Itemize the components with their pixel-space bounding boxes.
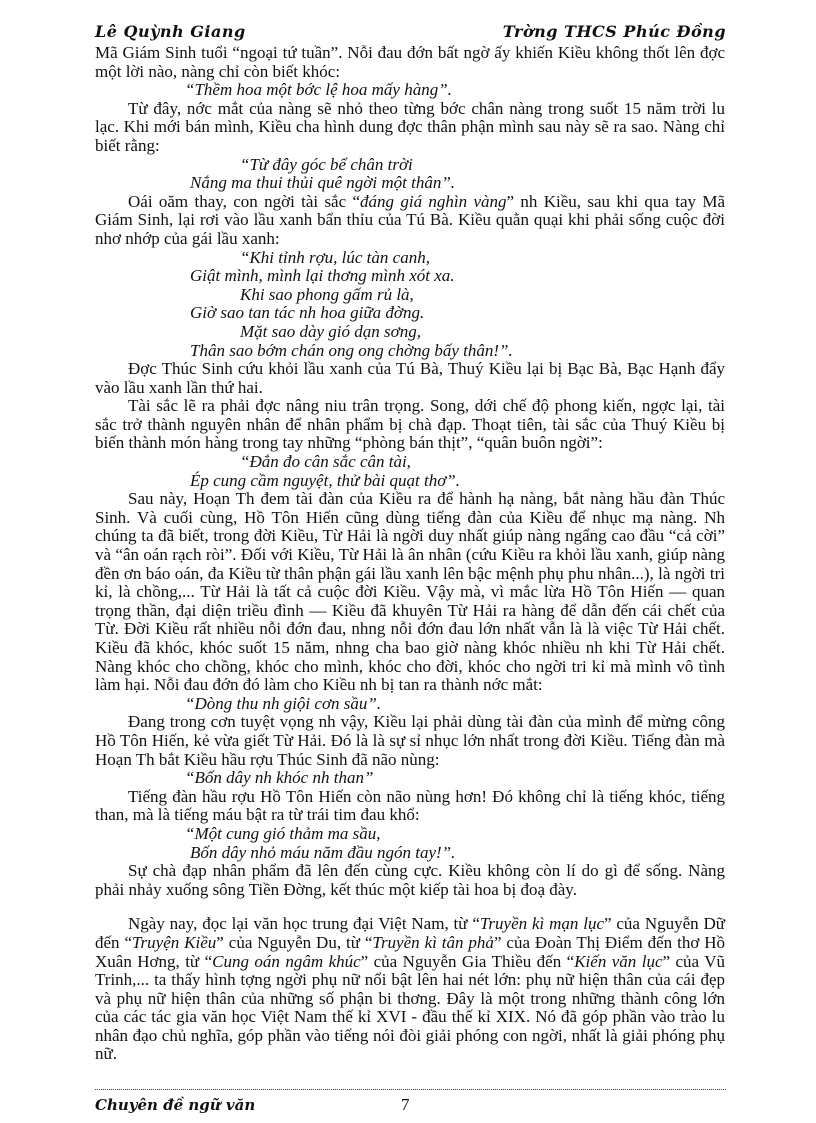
paragraph: Sau này, Hoạn Th đem tài đàn của Kiều ra để hành hạ nàng, bắt nàng hầu đàn Thúc Sinh. Và cuối cùng, Hồ Tôn Hiến cũng dùng tiếng đàn của Kiều để nhục mạ nàng. Nh chúng ta đã biết, trong đời Kiều, Từ Hải là ngời duy nhất giúp nàng ngẩng cao đầu “cả cời” và “ân oán rạch ròi”. Đối với Kiều, Từ Hải là ân nhân (cứu Kiều ra khỏi lầu xanh, giúp nàng đền ơn báo oán, đa Kiều từ thân phận gái lầu xanh lên bậc mệnh phụ phu nhân...), là ngời tri kỉ, là chồng,... Từ Hải là tất cả cuộc đời Kiều. Vậy mà, vì mắc lừa Hồ Tôn Hiến — quan trọng thần, đại diện triều đình — Kiều đã khuyên Từ Hải ra hàng để dẫn đến cái chết của Từ. Đời Kiều rất nhiều nỗi đớn đau, nhng nỗi đớn đau lớn nhất vẫn là là việc Từ Hải chết. Kiều đã khóc, khóc suốt 15 năm, nhng cha bao giờ nàng khóc nhiều nh khi Từ Hải chết. Nàng khóc cho chồng, khóc cho mình, khóc cho đời, khóc cho ngời tri kỉ mà mình vô tình làm hại. Nỗi đau đớn đó làm cho Kiều nh bị tan ra thành nớc mắt: xyxy=(95,489,725,695)
verse-quote: “Đắn đo cân sắc cân tài, xyxy=(240,452,411,472)
header-school: Trờng THCS Phúc Đồng xyxy=(502,22,726,41)
paragraph: Đang trong cơn tuyệt vọng nh vậy, Kiều lại phải dùng tài đàn của mình để mừng công Hồ Tôn Hiến, kẻ vừa giết Từ Hải. Đó là là sự sỉ nhục lớn nhất trong đời Kiều. Tiếng đàn mà Hoạn Th bắt Kiều hầu rợu Thúc Sinh đã não nùng: xyxy=(95,712,725,769)
text-run: ” nh Kiều, sau khi qua tay Mã Giám Sinh, lại rơi vào lầu xanh bẩn thỉu của Tú Bà. Kiều quằn quại khi phải sống cuộc đời nhơ nhớp của gái lầu xanh: xyxy=(95,191,726,248)
text-run: Oái oăm thay, con ngời tài sắc “ xyxy=(128,191,361,211)
paragraph xyxy=(95,193,725,249)
document-body xyxy=(95,44,725,1064)
verse-quote: Khi sao phong gấm rủ là, xyxy=(240,284,414,304)
verse-quote: “Bốn dây nh khóc nh than” xyxy=(185,768,374,788)
verse-quote: Thân sao bớm chán ong ong chờng bấy thân!”. xyxy=(190,340,513,360)
verse-quote: “Thềm hoa một bớc lệ hoa mấy hàng”. xyxy=(185,80,452,100)
verse-quote: Bốn dây nhỏ máu năm đầu ngón tay!”. xyxy=(190,842,456,862)
paragraph: Mã Giám Sinh tuổi “ngoại tứ tuần”. Nỗi đau đớn bất ngờ ấy khiến Kiều không thốt lên đợc một lời nào, nàng chỉ còn biết khóc: xyxy=(95,43,725,81)
page-number: 7 xyxy=(401,1095,410,1114)
verse-quote: Giật mình, mình lại thơng mình xót xa. xyxy=(190,266,455,286)
text-run: ” của Đoàn Thị Điểm đến thơ Hồ Xuân Hơng, từ “ xyxy=(95,932,726,971)
text-run: ” của Nguyễn Dữ đến “ xyxy=(95,914,725,952)
verse-quote: “Từ đây góc bể chân trời xyxy=(240,154,413,174)
text-run: Ngày nay, đọc lại văn học trung đại Việt Nam, từ “ xyxy=(128,914,480,934)
verse-quote: “Một cung gió thảm ma sầu, xyxy=(185,823,381,843)
footer-title: Chuyên đề ngữ văn xyxy=(95,1096,256,1114)
paragraph: Đợc Thúc Sinh cứu khỏi lầu xanh của Tú Bà, Thuý Kiều lại bị Bạc Bà, Bạc Hạnh đẩy vào lầu xanh lần thứ hai. xyxy=(95,359,725,397)
paragraph: Tiếng đàn hầu rợu Hồ Tôn Hiến còn não nùng hơn! Đó không chỉ là tiếng khóc, tiếng than, mà là tiếng máu bật ra từ trái tim đau khổ: xyxy=(95,786,725,825)
verse-quote: “Dòng thu nh giội cơn sầu”. xyxy=(185,693,382,713)
verse-quote: Ép cung cầm nguyệt, thử bài quạt thơ”. xyxy=(190,470,461,490)
verse-quote: Mặt sao dày gió dạn sơng, xyxy=(240,321,421,341)
paragraph: Sự chà đạp nhân phẩm đã lên đến cùng cực. Kiều không còn lí do gì để sống. Nàng phải nhảy xuống sông Tiền Đờng, kết thúc một kiếp tài hoa bị đoạ đày. xyxy=(95,861,725,899)
paragraph: Từ đây, nớc mắt của nàng sẽ nhỏ theo từng bớc chân nàng trong suốt 15 năm trời lu lạc. Khi mới bán mình, Kiều cha hình dung đợc thân phận mình sau này sẽ ra sao. Nàng chỉ biết rằng: xyxy=(95,98,725,155)
verse-quote: “Khi tỉnh rợu, lúc tàn canh, xyxy=(240,247,430,267)
work-title: Truyện Kiều xyxy=(132,932,217,952)
header-author: Lê Quỳnh Giang xyxy=(95,22,246,41)
work-title: Truyền kì tân phả xyxy=(372,932,494,952)
paragraph: Tài sắc lẽ ra phải đợc nâng niu trân trọng. Song, dới chế độ phong kiến, ngợc lại, tài sắc trở thành nguyên nhân để nhân phẩm bị chà đạp. Thoạt tiên, tài sắc của Thuý Kiều bị biến thành món hàng trong tay những “phòng bán thịt”, “quân buôn ngời”: xyxy=(95,396,725,453)
page-footer xyxy=(95,1089,726,1114)
text-run: ” của Nguyễn Gia Thiều đến “ xyxy=(360,951,575,971)
work-title: Kiến văn lục xyxy=(574,951,663,971)
emphasis-text: đáng giá nghìn vàng xyxy=(360,191,507,211)
work-title: Cung oán ngâm khúc xyxy=(212,951,361,971)
text-run: ” của Nguyễn Du, từ “ xyxy=(216,932,373,952)
paragraph-gap xyxy=(95,899,725,915)
paragraph xyxy=(95,915,725,1064)
work-title: Truyền kì mạn lục xyxy=(479,914,604,934)
verse-quote: Nắng ma thui thủi quê ngời một thân”. xyxy=(190,173,456,193)
text-run: ” của Vũ Trinh,... ta thấy hình tợng ngời phụ nữ nổi bật lên hai nét lớn: phụ nữ hiện thân của cái đẹp và phụ nữ hiện thân của những số phận bi thơng. Đây là một trong những thành công lớn của các tác gia văn học Việt Nam thế kỉ XVI - đầu thế kỉ XIX. Nó đã góp phần vào trào lu nhân đạo chủ nghĩa, góp phần vào tiếng nói đòi giải phóng con ngời, nhất là giải phóng phụ nữ. xyxy=(95,951,725,1064)
verse-quote: Giờ sao tan tác nh hoa giữa đờng. xyxy=(190,303,425,323)
